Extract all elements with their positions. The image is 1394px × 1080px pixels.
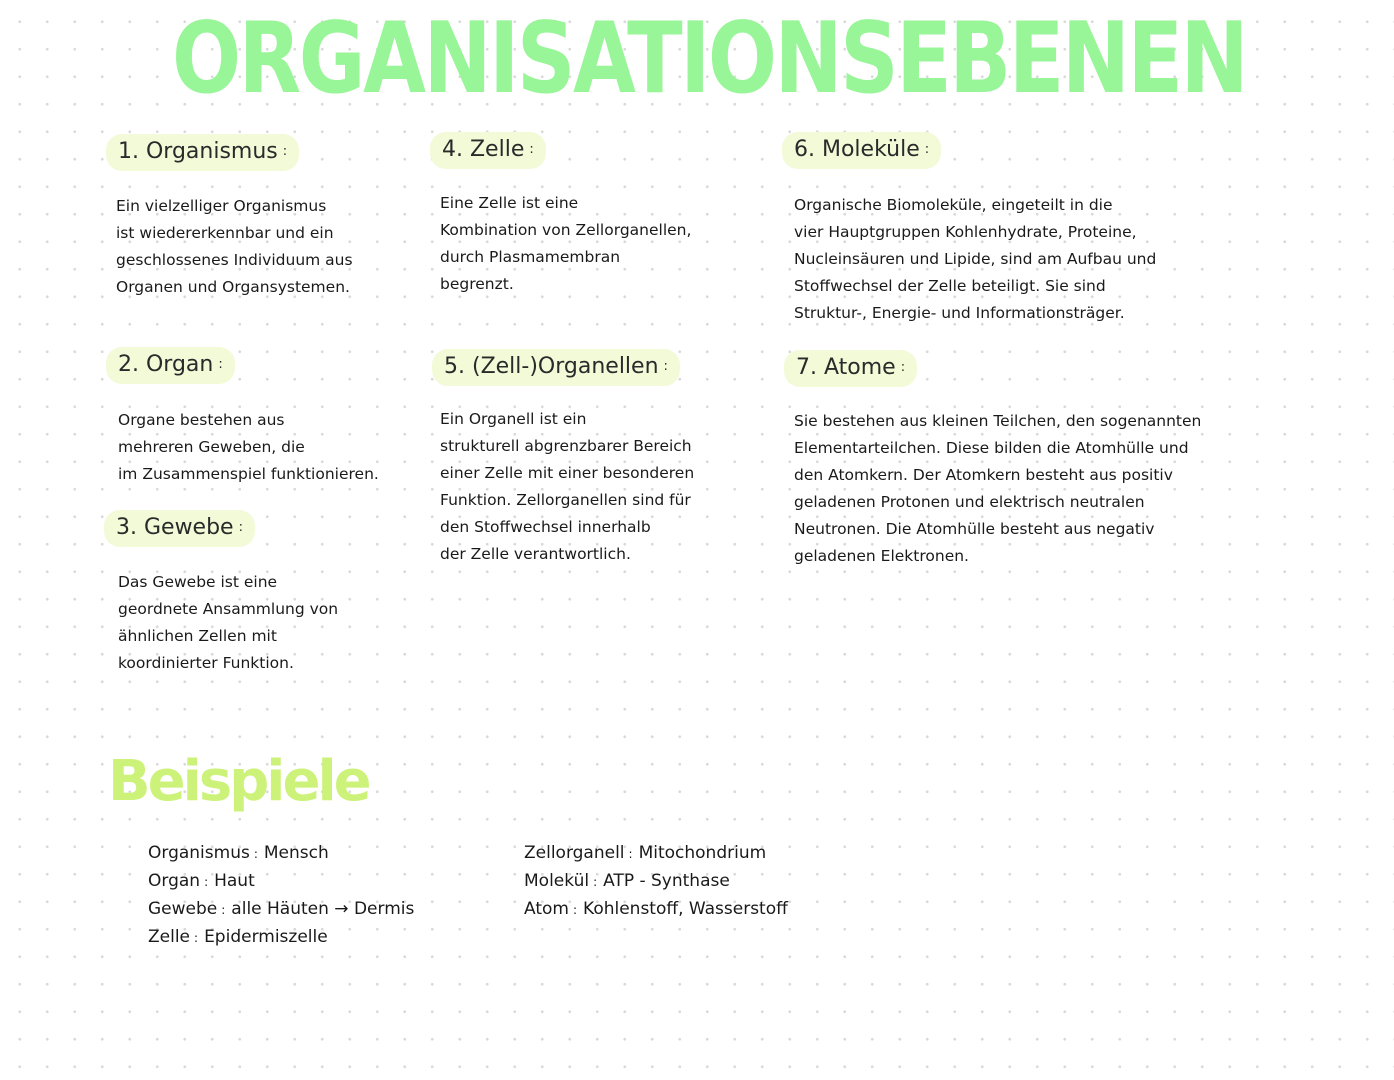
text-organellen: Ein Organell ist ein strukturell abgrenzbarer Bereich einer Zelle mit einer besonderen Funktion. Zellorganellen sind für den Stoffwechsel innerhalb der Zelle verantwortlich.	[440, 410, 695, 563]
heading-gewebe: 3. Gewebe :	[104, 510, 255, 547]
example-label: Atom :	[524, 899, 583, 919]
example-molekuel	[524, 868, 788, 896]
example-organismus	[148, 840, 414, 868]
example-zellorganell	[524, 840, 788, 868]
text-gewebe: Das Gewebe ist eine geordnete Ansammlung von ähnlichen Zellen mit koordinierter Funktion.	[118, 573, 339, 672]
example-value: Kohlenstoff, Wasserstoff	[583, 899, 788, 919]
example-gewebe	[148, 896, 414, 924]
example-label: Zelle :	[148, 927, 204, 947]
example-value: alle Häuten → Dermis	[231, 899, 415, 919]
example-value: Mensch	[263, 843, 329, 863]
example-value: Haut	[214, 871, 255, 891]
heading-molekuele: 6. Moleküle :	[782, 132, 941, 169]
heading-zelle: 4. Zelle :	[430, 132, 546, 169]
examples-list-left	[148, 840, 414, 952]
example-organ	[148, 868, 414, 896]
heading-organellen: 5. (Zell-)Organellen :	[432, 349, 680, 386]
examples-title: Beispiele	[108, 749, 369, 814]
example-zelle	[148, 924, 414, 952]
text-organismus: Ein vielzelliger Organismus ist wiedererkennbar und ein geschlossenes Individuum aus Organen und Organsystemen.	[116, 197, 353, 296]
heading-atome: 7. Atome :	[784, 350, 917, 387]
text-organ: Organe bestehen aus mehreren Geweben, die im Zusammenspiel funktionieren.	[118, 411, 379, 483]
heading-organismus: 1. Organismus :	[106, 134, 299, 171]
example-label: Molekül :	[524, 871, 603, 891]
text-zelle: Eine Zelle ist eine Kombination von Zellorganellen, durch Plasmamembran begrenzt.	[440, 194, 692, 293]
example-value: ATP - Synthase	[603, 871, 730, 891]
examples-list-right	[524, 840, 788, 924]
example-label: Organ :	[148, 871, 214, 891]
heading-organ: 2. Organ :	[106, 347, 235, 384]
example-value: Epidermiszelle	[204, 927, 328, 947]
example-label: Organismus :	[148, 843, 264, 863]
example-label: Gewebe :	[148, 899, 231, 919]
page-title: ORGANISATIONSEBENEN	[172, 2, 1247, 116]
text-molekuele: Organische Biomoleküle, eingeteilt in die vier Hauptgruppen Kohlenhydrate, Proteine, Nucleinsäuren und Lipide, sind am Aufbau und Stoffwechsel der Zelle beteiligt. Sie sind Struktur-, Energie- und Informationsträger.	[794, 196, 1157, 322]
example-atom	[524, 896, 788, 924]
example-value: Mitochondrium	[638, 843, 767, 863]
example-label: Zellorganell :	[524, 843, 639, 863]
text-atome: Sie bestehen aus kleinen Teilchen, den sogenannten Elementarteilchen. Diese bilden die Atomhülle und den Atomkern. Der Atomkern besteht aus positiv geladenen Protonen und elektrisch neutralen Neutronen. Die Atomhülle besteht aus negativ geladenen Elektronen.	[794, 412, 1202, 565]
